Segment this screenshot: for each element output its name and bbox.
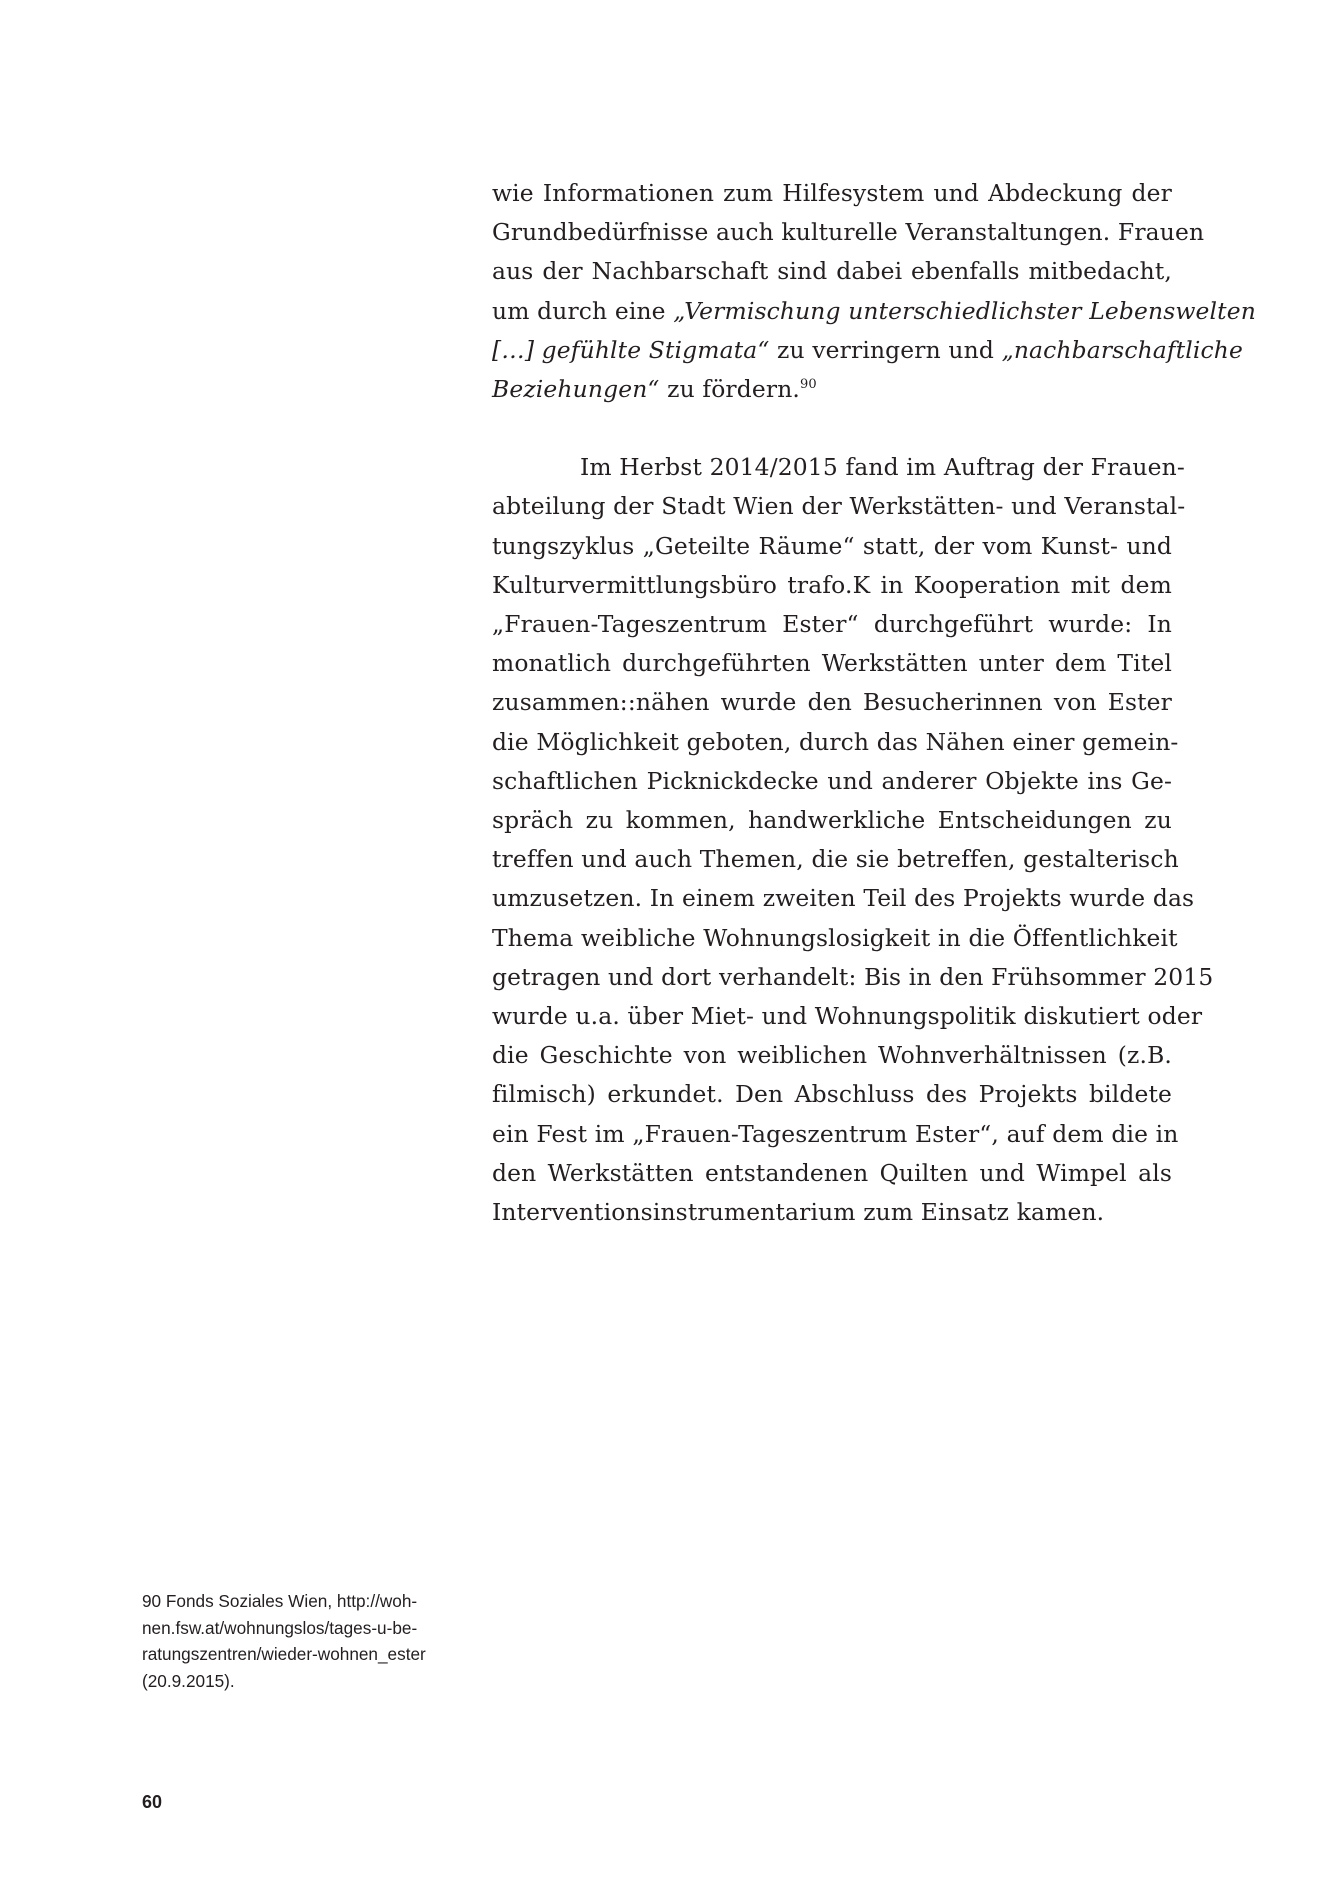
text-line: spräch zu kommen, handwerkliche Entscheidungen zu — [492, 806, 1172, 835]
footnote-line: (20.9.2015). — [142, 1670, 235, 1691]
text-line: die Geschichte von weiblichen Wohnverhältnissen (z.B. — [492, 1041, 1172, 1070]
text-segment: zu verringern und — [777, 335, 994, 364]
text-line: wie Informationen zum Hilfesystem und Abdeckung der — [492, 179, 1172, 207]
footnote-reference[interactable]: 90 — [800, 377, 817, 393]
text-line: den Werkstätten entstandenen Quilten und Wimpel als — [492, 1158, 1172, 1187]
text-segment: zu fördern. — [667, 375, 801, 404]
footnote-90 — [142, 1588, 482, 1694]
text-line: Im Herbst 2014/2015 fand im Auftrag der Frauen- — [580, 453, 1185, 482]
text-line: getragen und dort verhandelt: Bis in den Frühsommer 2015 — [492, 962, 1214, 991]
text-line: umzusetzen. In einem zweiten Teil des Projekts wurde das — [492, 884, 1195, 913]
text-line: tungszyklus „Geteilte Räume“ statt, der vom Kunst- und — [492, 531, 1172, 560]
text-line: die Möglichkeit geboten, durch das Nähen einer gemein- — [492, 727, 1179, 756]
text-line: aus der Nachbarschaft sind dabei ebenfalls mitbedacht, — [492, 257, 1172, 286]
quote-segment: […] gefühlte Stigmata“ — [492, 335, 770, 364]
footnote-line: ratungszentren/wieder-wohnen_ester — [142, 1644, 426, 1664]
text-line — [492, 331, 1243, 370]
text-line: ein Fest im „Frauen-Tageszentrum Ester“, auf dem die in — [492, 1119, 1179, 1148]
paragraph-1 — [492, 174, 1256, 409]
text-line: monatlich durchgeführten Werkstätten unter dem Titel — [492, 649, 1172, 678]
footnote-line: nen.fsw.at/wohnungslos/tages-u-be- — [142, 1617, 418, 1638]
text-line: wurde u.a. über Miet- und Wohnungspolitik diskutiert oder — [492, 1002, 1203, 1031]
text-line: abteilung der Stadt Wien der Werkstätten- und Veranstal- — [492, 492, 1186, 521]
page-number: 60 — [142, 1792, 163, 1812]
text-line: „Frauen-Tageszentrum Ester“ durchgeführt wurde: In — [492, 610, 1172, 639]
quote-segment: Beziehungen“ — [492, 375, 660, 404]
main-text-column — [492, 174, 1256, 1232]
text-line: Thema weibliche Wohnungslosigkeit in die Öffentlichkeit — [492, 923, 1178, 952]
text-line: Kulturvermittlungsbüro trafo.K in Kooperation mit dem — [492, 570, 1172, 599]
text-line: Interventionsinstrumentarium zum Einsatz kamen. — [492, 1198, 1105, 1227]
quote-segment: „Vermischung unterschiedlichster Lebenswelten — [673, 296, 1256, 325]
text-line: treffen und auch Themen, die sie betreffen, gestalterisch — [492, 845, 1179, 874]
footnote-line: 90 Fonds Soziales Wien, http://woh- — [142, 1591, 418, 1611]
text-line — [492, 370, 1172, 409]
text-line: filmisch) erkundet. Den Abschluss des Projekts bildete — [492, 1080, 1172, 1109]
text-line: Grundbedürfnisse auch kulturelle Veranstaltungen. Frauen — [492, 218, 1205, 247]
text-line — [492, 292, 1256, 331]
text-segment: um durch eine — [492, 296, 666, 325]
text-line: schaftlichen Picknickdecke und anderer Objekte ins Ge- — [492, 766, 1172, 795]
text-line: zusammen::nähen wurde den Besucherinnen von Ester — [492, 688, 1172, 717]
quote-segment: „nachbarschaftliche — [1001, 335, 1243, 364]
paragraph-2 — [492, 448, 1214, 1232]
